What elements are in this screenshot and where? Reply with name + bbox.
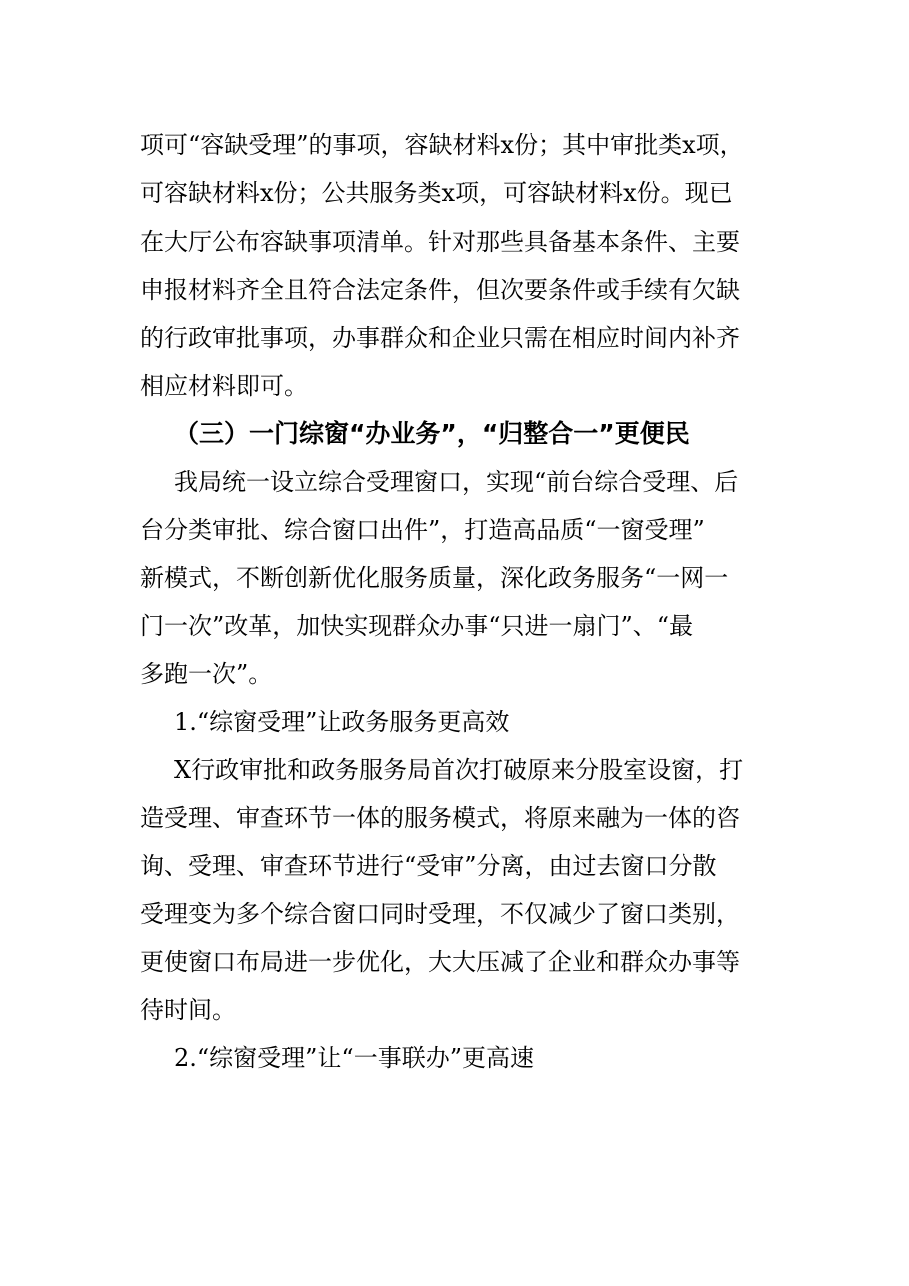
paragraph-line: 相应材料即可。 (140, 372, 308, 400)
paragraph-line: 可容缺材料x份；公共服务类x项，可容缺材料x份。现已 (140, 179, 733, 207)
paragraph-line: 新模式，不断创新优化服务质量，深化政务服务“一网一 (140, 564, 729, 592)
section-heading: （三）一门综窗“办业务”，“归整合一”更便民 (174, 419, 690, 448)
paragraph-line: 受理变为多个综合窗口同时受理，不仅减少了窗口类别， (140, 900, 740, 928)
paragraph-line: 更使窗口布局进一步优化，大大压减了企业和群众办事等 (140, 948, 740, 976)
paragraph-line: 的行政审批事项，办事群众和企业只需在相应时间内补齐 (140, 324, 740, 352)
paragraph-line: 申报材料齐全且符合法定条件，但次要条件或手续有欠缺 (140, 276, 740, 304)
paragraph-line: X行政审批和政务服务局首次打破原来分股室设窗，打 (174, 756, 744, 784)
paragraph-line: 我局统一设立综合受理窗口，实现“前台综合受理、后 (174, 468, 739, 496)
paragraph-line: 在大厅公布容缺事项清单。针对那些具备基本条件、主要 (140, 228, 740, 256)
paragraph-line: 台分类审批、综合窗口出件”，打造高品质“一窗受理” (140, 516, 705, 544)
paragraph-line: 待时间。 (140, 996, 236, 1024)
paragraph-line: 造受理、审查环节一体的服务模式，将原来融为一体的咨 (140, 804, 740, 832)
paragraph-line: 门一次”改革，加快实现群众办事“只进一扇门”、“最 (140, 612, 694, 640)
subsection-heading: 2.“综窗受理”让“一事联办”更高速 (174, 1044, 534, 1072)
paragraph-line: 询、受理、审查环节进行“受审”分离，由过去窗口分散 (140, 852, 717, 880)
paragraph-line: 项可“容缺受理”的事项，容缺材料x份；其中审批类x项， (140, 131, 744, 159)
paragraph-line: 多跑一次”。 (140, 660, 273, 688)
subsection-heading: 1.“综窗受理”让政务服务更高效 (174, 708, 510, 736)
